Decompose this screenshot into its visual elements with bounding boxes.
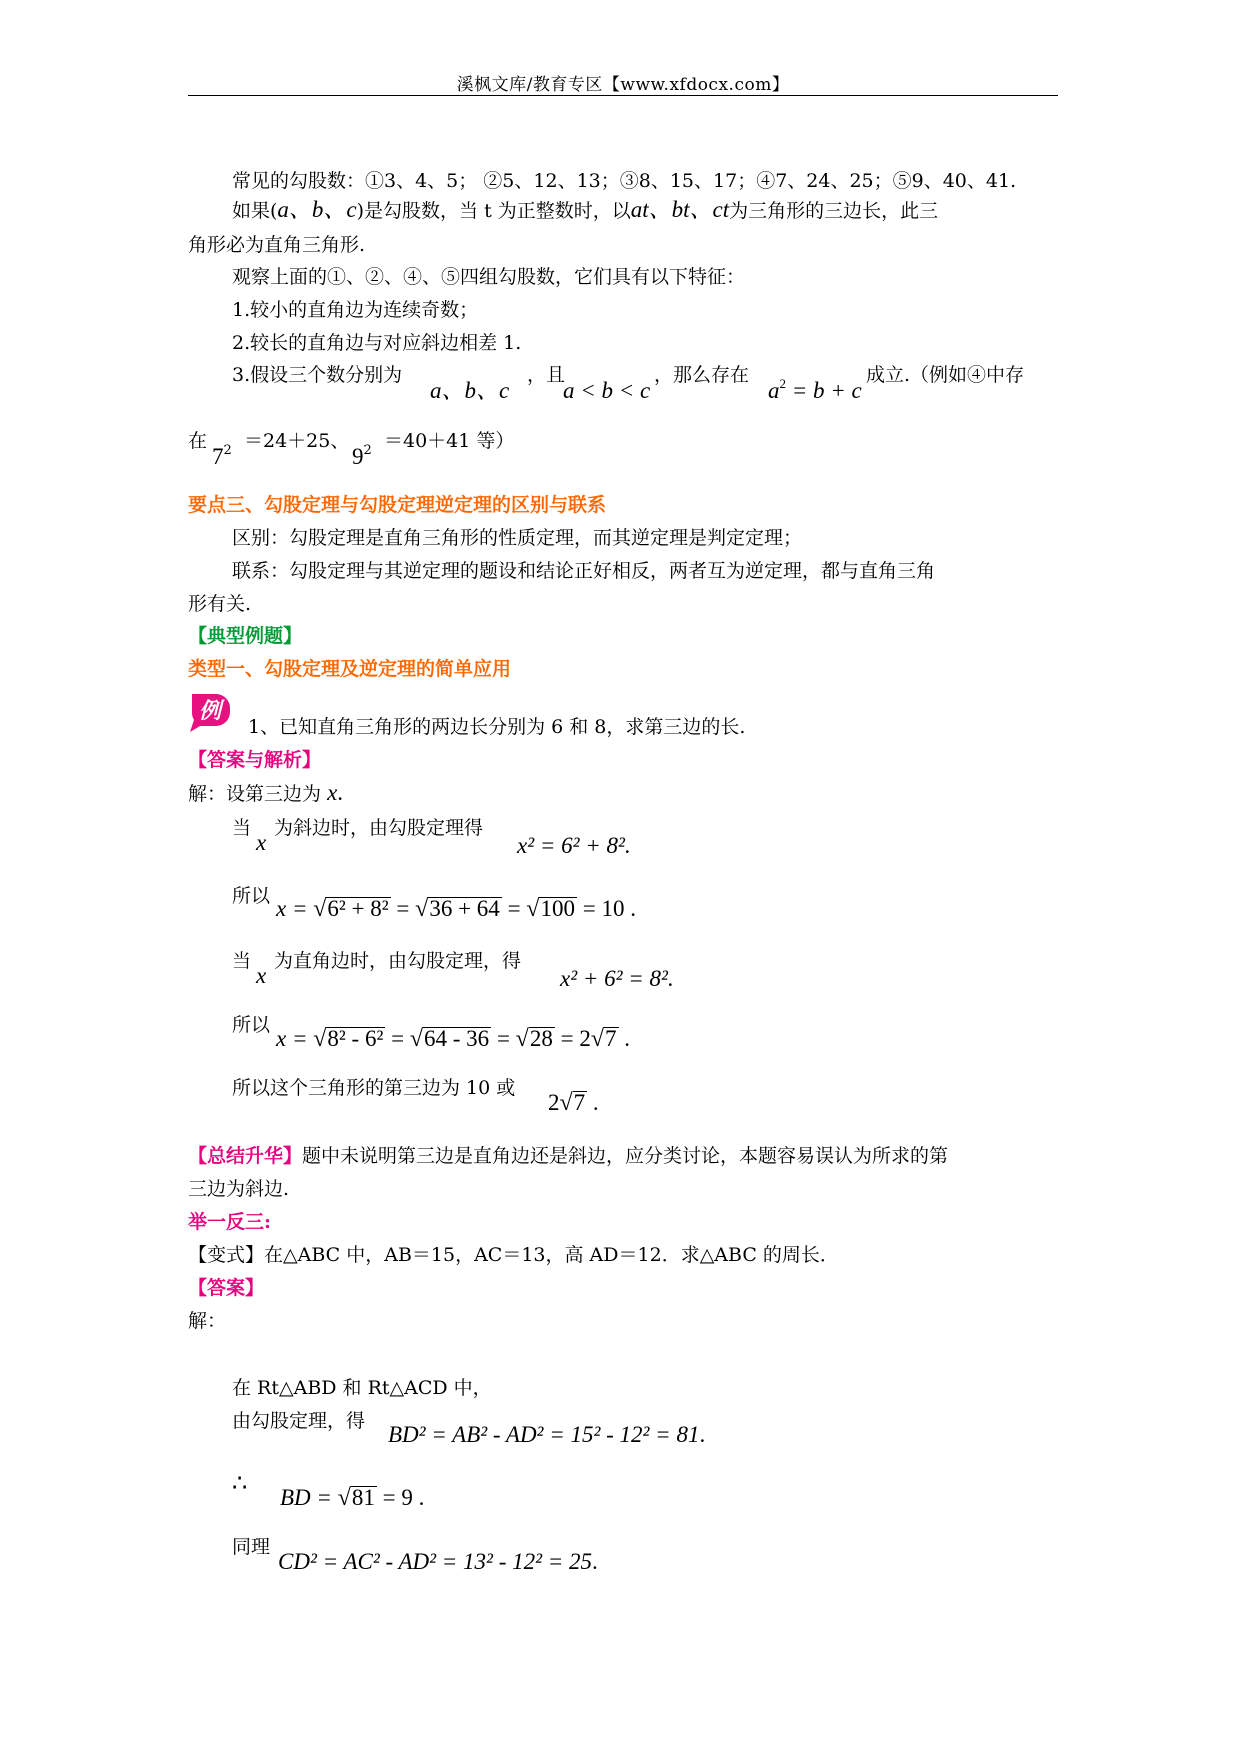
case1-var: x <box>256 830 267 855</box>
example-prefix: 在 <box>188 430 208 452</box>
feature-1: 1.较小的直角边为连续奇数； <box>232 299 479 321</box>
var-step-4: 同理 <box>232 1536 271 1558</box>
summary-label: 【总结升华】 <box>188 1145 303 1167</box>
feature-3-and: ，且 <box>527 364 566 386</box>
case1-text: 为斜边时，由勾股定理得 <box>274 817 484 839</box>
var-step-2-equation: BD² = AB² - AD² = 15² - 12² = 81. <box>388 1422 706 1447</box>
example-7: $7^2$ <box>212 443 232 469</box>
therefore-symbol: ∴ <box>232 1469 248 1497</box>
feature-3-suffix: 成立.（例如④中存 <box>866 364 1025 386</box>
difference-text: 区别：勾股定理是直角三角形的性质定理，而其逆定理是判定定理； <box>232 527 803 549</box>
case2-text: 为直角边时，由勾股定理，得 <box>274 950 522 972</box>
example-badge-icon <box>186 690 234 732</box>
scaled-vars: at、bt、ct <box>630 197 730 222</box>
example-7-rest: ＝24＋25、 <box>244 430 350 452</box>
variation-title: 举一反三: <box>188 1211 272 1233</box>
feature-2: 2.较长的直角边与对应斜边相差 1. <box>232 332 522 354</box>
type-1-title: 类型一、勾股定理及逆定理的简单应用 <box>188 658 512 680</box>
summary-cont: 三边为斜边. <box>188 1178 290 1200</box>
feature-3-inequality: a < b < c <box>563 378 651 403</box>
var-step-3: BD = √81 = 9 . <box>280 1485 425 1511</box>
so-label-1: 所以 <box>232 885 271 907</box>
variation-problem: 【变式】在△ABC 中，AB＝15，AC＝13，高 AD＝12．求△ABC 的周长． <box>188 1244 839 1266</box>
conclusion-text: 所以这个三角形的第三边为 10 或 <box>232 1077 516 1099</box>
variation-answer-label: 【答案】 <box>188 1277 265 1299</box>
multiple-rule-cont: 角形必为直角三角形. <box>188 234 366 256</box>
so-label-2: 所以 <box>232 1014 271 1036</box>
var-step-2: 由勾股定理，得 <box>232 1410 366 1432</box>
header-divider <box>188 95 1058 96</box>
case2-var: x <box>256 963 267 988</box>
multiple-rule: 如果(a、b、c)是勾股数，当 t 为正整数时，以at、bt、ct为三角形的三边长，此三 <box>232 197 939 222</box>
solution-start: 解：设第三边为 x. <box>188 780 344 805</box>
example-9-rest: ＝40＋41 等） <box>384 430 515 452</box>
key-point-3-title: 要点三、勾股定理与勾股定理逆定理的区别与联系 <box>188 494 607 516</box>
multiple-vars: a、b、c <box>277 197 357 222</box>
case1-result: x = √6² + 8² = √36 + 64 = √100 = 10 . <box>276 896 636 922</box>
case2-result: x = √8² - 6² = √64 - 36 = √28 = 2√7 . <box>276 1026 630 1052</box>
conclusion-value: 2√7 . <box>548 1090 599 1116</box>
answer-analysis-label: 【答案与解析】 <box>188 749 322 771</box>
feature-3-vars: a、b、c <box>430 378 510 403</box>
case2-equation: x² + 6² = 8². <box>560 966 674 991</box>
variation-solution: 解： <box>188 1310 227 1332</box>
common-triples: 常见的勾股数：①3、4、5； ②5、12、13；③8、15、17；④7、24、25；⑤9、40、41. <box>232 170 1017 192</box>
case1-prefix: 当 <box>232 817 252 839</box>
typical-examples-label: 【典型例题】 <box>188 625 303 647</box>
observe-text: 观察上面的①、②、④、⑤四组勾股数，它们具有以下特征： <box>232 266 746 288</box>
feature-3-then: ，那么存在 <box>654 364 750 386</box>
example-badge-label: 例 <box>198 699 222 724</box>
feature-3-equation: $a^2 = b + c$ <box>768 376 862 403</box>
example-9: $9^2$ <box>352 443 372 469</box>
feature-3: 3.假设三个数分别为 <box>232 364 403 386</box>
relation-text-1: 联系：勾股定理与其逆定理的题设和结论正好相反，两者互为逆定理，都与直角三角 <box>232 560 936 582</box>
summary: 【总结升华】题中未说明第三边是直角边还是斜边，应分类讨论，本题容易误认为所求的第 <box>188 1145 949 1167</box>
case2-prefix: 当 <box>232 950 252 972</box>
relation-text-2: 形有关. <box>188 593 252 615</box>
var-step-1: 在 Rt△ABD 和 Rt△ACD 中， <box>232 1377 492 1399</box>
case1-equation: x² = 6² + 8². <box>517 833 631 858</box>
var-step-4-equation: CD² = AC² - AD² = 13² - 12² = 25. <box>278 1549 598 1574</box>
page-header: 溪枫文库/教育专区【www.xfdocx.com】 <box>456 75 790 95</box>
problem-1: 1、已知直角三角形的两边长分别为 6 和 8，求第三边的长. <box>248 716 746 738</box>
